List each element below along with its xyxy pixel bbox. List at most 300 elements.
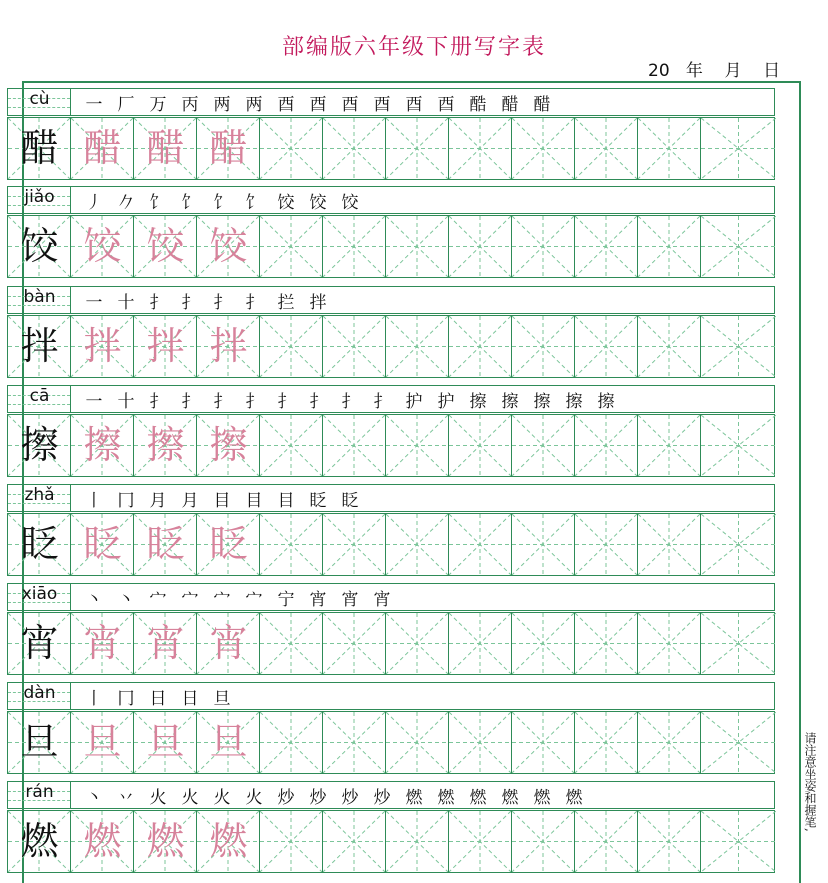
trace-character: 拌: [209, 324, 248, 368]
blank-practice-cell[interactable]: [512, 514, 575, 575]
mi-grid-guide: [323, 415, 385, 476]
trace-character: 宵: [146, 621, 185, 665]
mi-grid-guide: [575, 118, 637, 179]
mi-grid-guide: [575, 514, 637, 575]
stroke-step: 𠂊: [117, 193, 135, 213]
trace-character-cell: [134, 316, 197, 377]
page-title: 部编版六年级下册写字表: [281, 35, 546, 60]
blank-practice-cell[interactable]: [386, 216, 449, 277]
stroke-step: 炒: [373, 788, 391, 808]
mi-grid-guide: [323, 811, 385, 872]
mi-grid-guide: [323, 514, 385, 575]
blank-practice-cell[interactable]: [575, 216, 638, 277]
blank-practice-cell[interactable]: [575, 514, 638, 575]
mi-grid-guide: [512, 613, 574, 674]
mi-grid-guide: [449, 811, 511, 872]
trace-character: 旦: [209, 720, 248, 764]
trace-character: 燃: [209, 819, 248, 863]
trace-character-cell: [71, 216, 134, 277]
blank-practice-cell[interactable]: [575, 118, 638, 179]
stroke-step: 擦: [469, 392, 487, 412]
model-character-cell: [8, 118, 71, 179]
stroke-step: 饣: [213, 193, 231, 213]
stroke-step: 炒: [309, 788, 327, 808]
mi-grid-guide: [260, 415, 322, 476]
stroke-step: 擦: [565, 392, 583, 412]
pinyin-box: [8, 683, 71, 709]
stroke-step: 宀: [245, 590, 263, 610]
blank-practice-cell[interactable]: [575, 415, 638, 476]
mi-grid-guide: [323, 712, 385, 773]
blank-practice-cell[interactable]: [449, 613, 512, 674]
stroke-step: 饺: [277, 193, 295, 213]
stroke-sequence: [78, 783, 590, 808]
mi-grid-guide: [386, 712, 448, 773]
mi-grid-guide: [638, 216, 700, 277]
trace-character-cell: [197, 613, 260, 674]
mi-grid-guide: [449, 613, 511, 674]
blank-practice-cell[interactable]: [512, 216, 575, 277]
blank-practice-cell[interactable]: [260, 216, 323, 277]
stroke-step: 月: [181, 491, 199, 511]
stroke-step: 宁: [277, 590, 295, 610]
mi-grid-guide: [701, 613, 776, 674]
blank-practice-cell[interactable]: [449, 316, 512, 377]
blank-practice-cell[interactable]: [512, 712, 575, 773]
trace-character: 宵: [209, 621, 248, 665]
mi-grid-guide: [575, 316, 637, 377]
stroke-step: 扌: [181, 392, 199, 412]
blank-practice-cell[interactable]: [260, 613, 323, 674]
blank-practice-cell[interactable]: [386, 415, 449, 476]
mi-grid-guide: [575, 216, 637, 277]
blank-practice-cell[interactable]: [449, 118, 512, 179]
stroke-step: 眨: [309, 491, 327, 511]
blank-practice-cell[interactable]: [449, 811, 512, 872]
stroke-step: 醋: [533, 95, 551, 115]
trace-character: 拌: [83, 324, 122, 368]
trace-character-cell: [134, 118, 197, 179]
blank-practice-cell[interactable]: [260, 118, 323, 179]
mi-grid-guide: [323, 118, 385, 179]
blank-practice-cell[interactable]: [260, 811, 323, 872]
blank-practice-cell[interactable]: [512, 811, 575, 872]
mi-grid-guide: [386, 316, 448, 377]
trace-character: 擦: [146, 423, 185, 467]
mi-grid-guide: [512, 712, 574, 773]
blank-practice-cell[interactable]: [701, 415, 776, 476]
trace-character-cell: [197, 316, 260, 377]
mi-grid-guide: [260, 712, 322, 773]
trace-character-cell: [197, 415, 260, 476]
trace-character-cell: [71, 316, 134, 377]
date-year-label: 年: [685, 61, 703, 81]
stroke-step: 宀: [213, 590, 231, 610]
model-character-cell: [8, 514, 71, 575]
trace-character-cell: [197, 216, 260, 277]
stroke-step: 燃: [405, 788, 423, 808]
trace-character: 燃: [146, 819, 185, 863]
blank-practice-cell[interactable]: [449, 216, 512, 277]
model-character: 旦: [20, 720, 59, 764]
blank-practice-cell[interactable]: [701, 811, 776, 872]
stroke-step: 火: [245, 788, 263, 808]
mi-grid-guide: [386, 811, 448, 872]
stroke-step: 燃: [565, 788, 583, 808]
pinyin-box: [8, 584, 71, 610]
stroke-order-row: [7, 682, 775, 710]
blank-practice-cell[interactable]: [701, 216, 776, 277]
stroke-step: 擦: [597, 392, 615, 412]
trace-character-cell: [71, 118, 134, 179]
blank-practice-cell[interactable]: [386, 712, 449, 773]
blank-practice-cell[interactable]: [575, 316, 638, 377]
stroke-step: 燃: [437, 788, 455, 808]
mi-grid-guide: [512, 415, 574, 476]
mi-grid-guide: [449, 316, 511, 377]
writing-grid: [7, 414, 775, 477]
trace-character-cell: [197, 712, 260, 773]
trace-character-cell: [134, 216, 197, 277]
stroke-step: 酉: [341, 95, 359, 115]
blank-practice-cell[interactable]: [512, 613, 575, 674]
mi-grid-guide: [260, 613, 322, 674]
blank-practice-cell[interactable]: [386, 316, 449, 377]
stroke-step: 饣: [245, 193, 263, 213]
blank-practice-cell[interactable]: [512, 118, 575, 179]
stroke-order-row: [7, 186, 775, 214]
trace-character-cell: [134, 811, 197, 872]
blank-practice-cell[interactable]: [323, 811, 386, 872]
stroke-step: 酉: [437, 95, 455, 115]
stroke-step: 扌: [213, 293, 231, 313]
mi-grid-guide: [512, 118, 574, 179]
stroke-step: 燃: [533, 788, 551, 808]
model-character-cell: [8, 316, 71, 377]
stroke-step: 扌: [373, 392, 391, 412]
mi-grid-guide: [260, 216, 322, 277]
mi-grid-guide: [386, 613, 448, 674]
blank-practice-cell[interactable]: [701, 613, 776, 674]
blank-practice-cell[interactable]: [260, 316, 323, 377]
trace-character: 擦: [209, 423, 248, 467]
mi-grid-guide: [260, 514, 322, 575]
trace-character-cell: [71, 613, 134, 674]
model-character: 眨: [20, 522, 59, 566]
stroke-step: 十: [117, 293, 135, 313]
stroke-order-row: [7, 286, 775, 314]
stroke-step: 燃: [469, 788, 487, 808]
stroke-order-row: [7, 583, 775, 611]
blank-practice-cell[interactable]: [638, 118, 701, 179]
trace-character-cell: [71, 415, 134, 476]
trace-character: 眨: [209, 522, 248, 566]
mi-grid-guide: [638, 514, 700, 575]
stroke-step: 目: [213, 491, 231, 511]
mi-grid-guide: [386, 415, 448, 476]
trace-character: 醋: [146, 126, 185, 170]
stroke-step: 厂: [117, 95, 135, 115]
stroke-step: 丶: [85, 788, 103, 808]
mi-grid-guide: [449, 216, 511, 277]
blank-practice-cell[interactable]: [638, 613, 701, 674]
stroke-step: 酷: [469, 95, 487, 115]
pinyin-label: xiāo: [21, 584, 58, 604]
trace-character-cell: [197, 118, 260, 179]
stroke-step: 醋: [501, 95, 519, 115]
stroke-step: 酉: [405, 95, 423, 115]
blank-practice-cell[interactable]: [323, 118, 386, 179]
stroke-step: 丶: [117, 590, 135, 610]
stroke-step: 燃: [501, 788, 519, 808]
pinyin-label: bàn: [23, 287, 56, 307]
trace-character-cell: [197, 811, 260, 872]
stroke-step: 扌: [149, 293, 167, 313]
stroke-step: 扌: [149, 392, 167, 412]
mi-grid-guide: [260, 316, 322, 377]
stroke-step: 十: [117, 392, 135, 412]
blank-practice-cell[interactable]: [638, 216, 701, 277]
mi-grid-guide: [638, 811, 700, 872]
blank-practice-cell[interactable]: [575, 613, 638, 674]
mi-grid-guide: [512, 514, 574, 575]
date-day-label: 日: [763, 61, 781, 81]
stroke-step: 眨: [341, 491, 359, 511]
stroke-step: 扌: [277, 392, 295, 412]
mi-grid-guide: [512, 216, 574, 277]
mi-grid-guide: [638, 613, 700, 674]
stroke-step: 宀: [149, 590, 167, 610]
mi-grid-guide: [575, 712, 637, 773]
blank-practice-cell[interactable]: [638, 316, 701, 377]
stroke-step: 火: [149, 788, 167, 808]
stroke-step: 扌: [245, 293, 263, 313]
mi-grid-guide: [701, 216, 776, 277]
stroke-step: 目: [245, 491, 263, 511]
stroke-step: 扌: [245, 392, 263, 412]
writing-grid: [7, 215, 775, 278]
stroke-sequence: [78, 387, 622, 412]
stroke-step: 丨: [85, 491, 103, 511]
stroke-sequence: [78, 585, 398, 610]
blank-practice-cell[interactable]: [323, 514, 386, 575]
blank-practice-cell[interactable]: [575, 811, 638, 872]
stroke-step: 一: [85, 95, 103, 115]
stroke-step: 酉: [373, 95, 391, 115]
blank-practice-cell[interactable]: [323, 712, 386, 773]
stroke-step: 擦: [533, 392, 551, 412]
blank-practice-cell[interactable]: [323, 415, 386, 476]
trace-character: 宵: [83, 621, 122, 665]
stroke-sequence: [78, 288, 334, 313]
stroke-step: 一: [85, 392, 103, 412]
mi-grid-guide: [512, 811, 574, 872]
trace-character: 旦: [83, 720, 122, 764]
stroke-order-row: [7, 88, 775, 116]
trace-character-cell: [71, 514, 134, 575]
stroke-step: 拦: [277, 293, 295, 313]
stroke-step: 扌: [181, 293, 199, 313]
mi-grid-guide: [575, 811, 637, 872]
mi-grid-guide: [638, 712, 700, 773]
mi-grid-guide: [701, 811, 776, 872]
blank-practice-cell[interactable]: [323, 613, 386, 674]
pinyin-box: [8, 89, 71, 115]
trace-character: 眨: [83, 522, 122, 566]
writing-grid: [7, 612, 775, 675]
mi-grid-guide: [638, 316, 700, 377]
trace-character-cell: [197, 514, 260, 575]
mi-grid-guide: [323, 216, 385, 277]
model-character: 燃: [20, 819, 59, 863]
stroke-step: 宀: [181, 590, 199, 610]
date-line: [648, 56, 780, 81]
stroke-step: 一: [85, 293, 103, 313]
model-character: 拌: [20, 324, 59, 368]
blank-practice-cell[interactable]: [260, 712, 323, 773]
writing-grid: [7, 315, 775, 378]
stroke-step: 火: [181, 788, 199, 808]
stroke-step: 月: [149, 491, 167, 511]
blank-practice-cell[interactable]: [260, 514, 323, 575]
stroke-step: 炒: [277, 788, 295, 808]
blank-practice-cell[interactable]: [638, 811, 701, 872]
model-character: 宵: [20, 621, 59, 665]
blank-practice-cell[interactable]: [386, 118, 449, 179]
stroke-step: 冂: [117, 689, 135, 709]
blank-practice-cell[interactable]: [638, 514, 701, 575]
blank-practice-cell[interactable]: [386, 811, 449, 872]
stroke-step: 万: [149, 95, 167, 115]
blank-practice-cell[interactable]: [449, 712, 512, 773]
pinyin-label: jiǎo: [24, 187, 55, 207]
trace-character: 饺: [83, 224, 122, 268]
mi-grid-guide: [449, 415, 511, 476]
trace-character: 燃: [83, 819, 122, 863]
trace-character-cell: [134, 712, 197, 773]
blank-practice-cell[interactable]: [323, 316, 386, 377]
trace-character-cell: [134, 415, 197, 476]
mi-grid-guide: [323, 316, 385, 377]
mi-grid-guide: [512, 316, 574, 377]
stroke-step: 饺: [341, 193, 359, 213]
model-character: 醋: [20, 126, 59, 170]
blank-practice-cell[interactable]: [512, 415, 575, 476]
trace-character: 饺: [209, 224, 248, 268]
blank-practice-cell[interactable]: [701, 514, 776, 575]
stroke-step: 日: [149, 689, 167, 709]
stroke-step: 护: [437, 392, 455, 412]
pinyin-box: [8, 287, 71, 313]
trace-character: 醋: [83, 126, 122, 170]
mi-grid-guide: [575, 613, 637, 674]
stroke-step: 宵: [341, 590, 359, 610]
stroke-order-row: [7, 484, 775, 512]
blank-practice-cell[interactable]: [260, 415, 323, 476]
stroke-step: 扌: [309, 392, 327, 412]
pinyin-box: [8, 485, 71, 511]
pinyin-label: zhǎ: [24, 485, 55, 505]
model-character-cell: [8, 712, 71, 773]
writing-grid: [7, 711, 775, 774]
mi-grid-guide: [638, 415, 700, 476]
blank-practice-cell[interactable]: [575, 712, 638, 773]
pinyin-label: dàn: [23, 683, 56, 703]
stroke-step: 宵: [309, 590, 327, 610]
mi-grid-guide: [323, 613, 385, 674]
blank-practice-cell[interactable]: [701, 118, 776, 179]
model-character-cell: [8, 613, 71, 674]
mi-grid-guide: [701, 712, 776, 773]
blank-practice-cell[interactable]: [701, 712, 776, 773]
mi-grid-guide: [386, 118, 448, 179]
side-note: 请注意坐姿和握笔,: [803, 732, 817, 832]
trace-character-cell: [134, 613, 197, 674]
stroke-step: 丿: [85, 193, 103, 213]
stroke-step: 拌: [309, 293, 327, 313]
mi-grid-guide: [701, 118, 776, 179]
blank-practice-cell[interactable]: [701, 316, 776, 377]
stroke-step: 酉: [309, 95, 327, 115]
stroke-step: 护: [405, 392, 423, 412]
mi-grid-guide: [575, 415, 637, 476]
pinyin-box: [8, 386, 71, 412]
mi-grid-guide: [449, 514, 511, 575]
stroke-step: 冂: [117, 491, 135, 511]
blank-practice-cell[interactable]: [323, 216, 386, 277]
blank-practice-cell[interactable]: [386, 613, 449, 674]
trace-character: 饺: [146, 224, 185, 268]
blank-practice-cell[interactable]: [449, 514, 512, 575]
trace-character-cell: [134, 514, 197, 575]
blank-practice-cell[interactable]: [512, 316, 575, 377]
blank-practice-cell[interactable]: [449, 415, 512, 476]
writing-grid: [7, 513, 775, 576]
writing-grid: [7, 810, 775, 873]
stroke-step: 擦: [501, 392, 519, 412]
mi-grid-guide: [449, 118, 511, 179]
trace-character: 旦: [146, 720, 185, 764]
blank-practice-cell[interactable]: [638, 415, 701, 476]
mi-grid-guide: [449, 712, 511, 773]
stroke-step: 饣: [181, 193, 199, 213]
mi-grid-guide: [260, 118, 322, 179]
trace-character: 拌: [146, 324, 185, 368]
stroke-step: 两: [245, 95, 263, 115]
pinyin-label: rán: [25, 782, 54, 802]
mi-grid-guide: [260, 811, 322, 872]
stroke-step: 扌: [341, 392, 359, 412]
stroke-step: 宵: [373, 590, 391, 610]
stroke-step: 扌: [213, 392, 231, 412]
mi-grid-guide: [701, 415, 776, 476]
blank-practice-cell[interactable]: [638, 712, 701, 773]
date-month-label: 月: [724, 61, 742, 81]
stroke-step: 旦: [213, 689, 231, 709]
pinyin-label: cù: [29, 89, 50, 109]
date-year-prefix: 20: [648, 61, 670, 81]
model-character-cell: [8, 216, 71, 277]
mi-grid-guide: [701, 514, 776, 575]
stroke-step: 丨: [85, 689, 103, 709]
model-character-cell: [8, 415, 71, 476]
blank-practice-cell[interactable]: [386, 514, 449, 575]
stroke-step: 饣: [149, 193, 167, 213]
model-character: 擦: [20, 423, 59, 467]
pinyin-box: [8, 782, 71, 808]
stroke-order-row: [7, 781, 775, 809]
stroke-sequence: [78, 684, 238, 709]
